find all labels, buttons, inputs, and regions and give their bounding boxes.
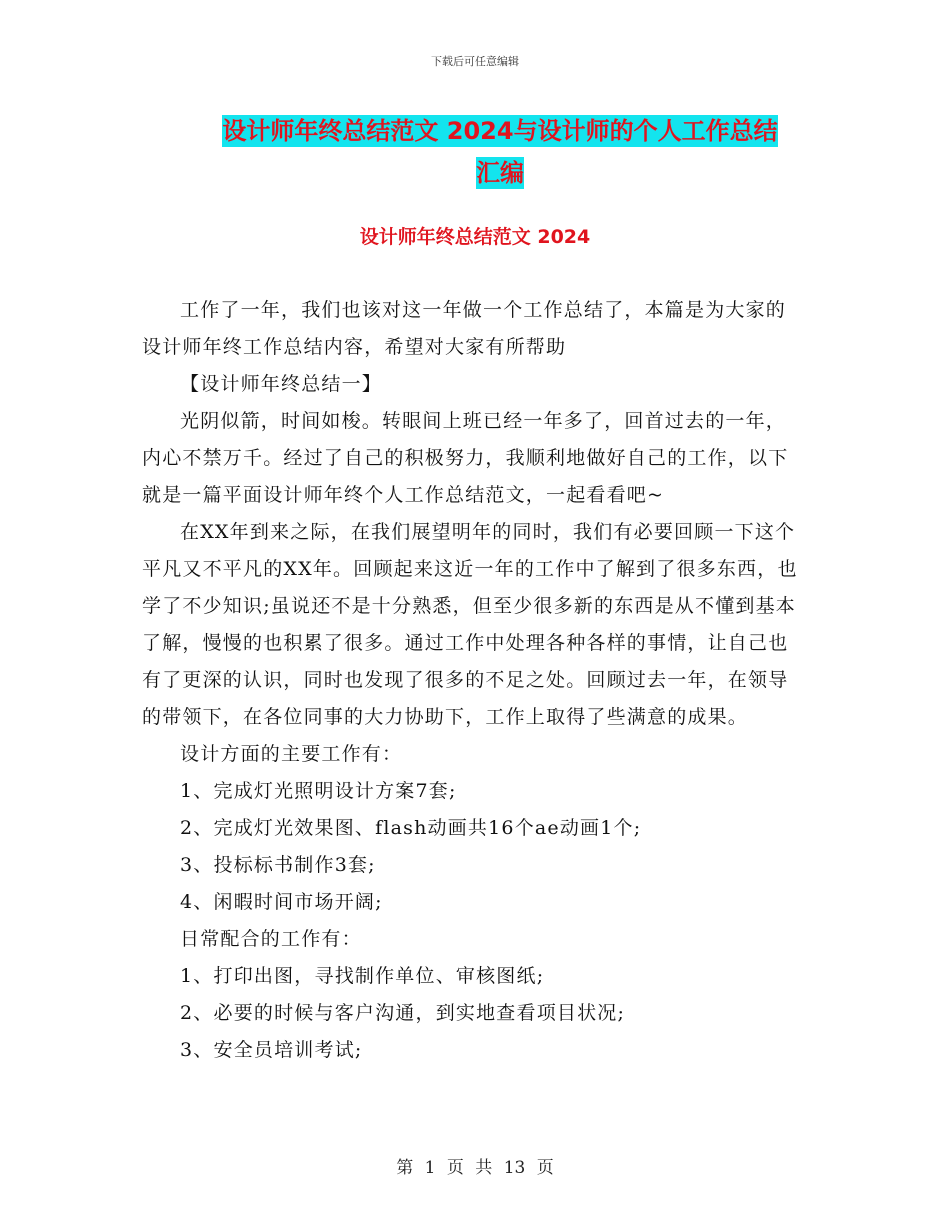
list-item: 2、完成灯光效果图、flash动画共16个ae动画1个; [180, 817, 642, 839]
list-item: 4、闲暇时间市场开阔; [180, 891, 383, 913]
list-item: 2、必要的时候与客户沟通，到实地查看项目状况; [180, 1002, 626, 1024]
list-item: 3、安全员培训考试; [180, 1039, 363, 1061]
section-title: 设计师年终总结范文 2024 [359, 226, 591, 248]
list-heading: 设计方面的主要工作有： [180, 743, 403, 765]
list-heading: 日常配合的工作有： [180, 928, 362, 950]
list-item: 1、完成灯光照明设计方案7套; [180, 780, 457, 802]
paragraph: 光阴似箭，时间如梭。转眼间上班已经一年多了，回首过去的一年，内心不禁万千。经过了自己的积极努力，我顺利地做好自己的工作，以下就是一篇平面设计师年终个人工作总结范文，一起看看吧~ [142, 410, 789, 506]
header-note: 下载后可任意编辑 [431, 55, 519, 68]
body-text [142, 292, 802, 1069]
paragraph-heading: 【设计师年终总结一】 [180, 373, 383, 395]
paragraph: 在XX年到来之际，在我们展望明年的同时，我们有必要回顾一下这个平凡又不平凡的XX年。回顾起来这近一年的工作中了解到了很多东西，也学了不少知识;虽说还不是十分熟悉，但至少很多新的东西是从不懂到基本了解，慢慢的也积累了很多。通过工作中处理各种各样的事情，让自己也有了更深的认识，同时也发现了很多的不足之处。回顾过去一年，在领导的带领下，在各位同事的大力协助下，工作上取得了些满意的成果。 [142, 521, 798, 728]
title-line-1: 设计师年终总结范文 2024与设计师的个人工作总结 [222, 117, 778, 145]
page-footer: 第 1 页 共 13 页 [396, 1158, 554, 1178]
title-line-2: 汇编 [476, 159, 524, 187]
document-title [190, 110, 810, 194]
list-item: 3、投标标书制作3套; [180, 854, 376, 876]
paragraph-intro: 工作了一年，我们也该对这一年做一个工作总结了，本篇是为大家的设计师年终工作总结内容，希望对大家有所帮助 [142, 299, 787, 358]
list-item: 1、打印出图，寻找制作单位、审核图纸; [180, 965, 545, 987]
